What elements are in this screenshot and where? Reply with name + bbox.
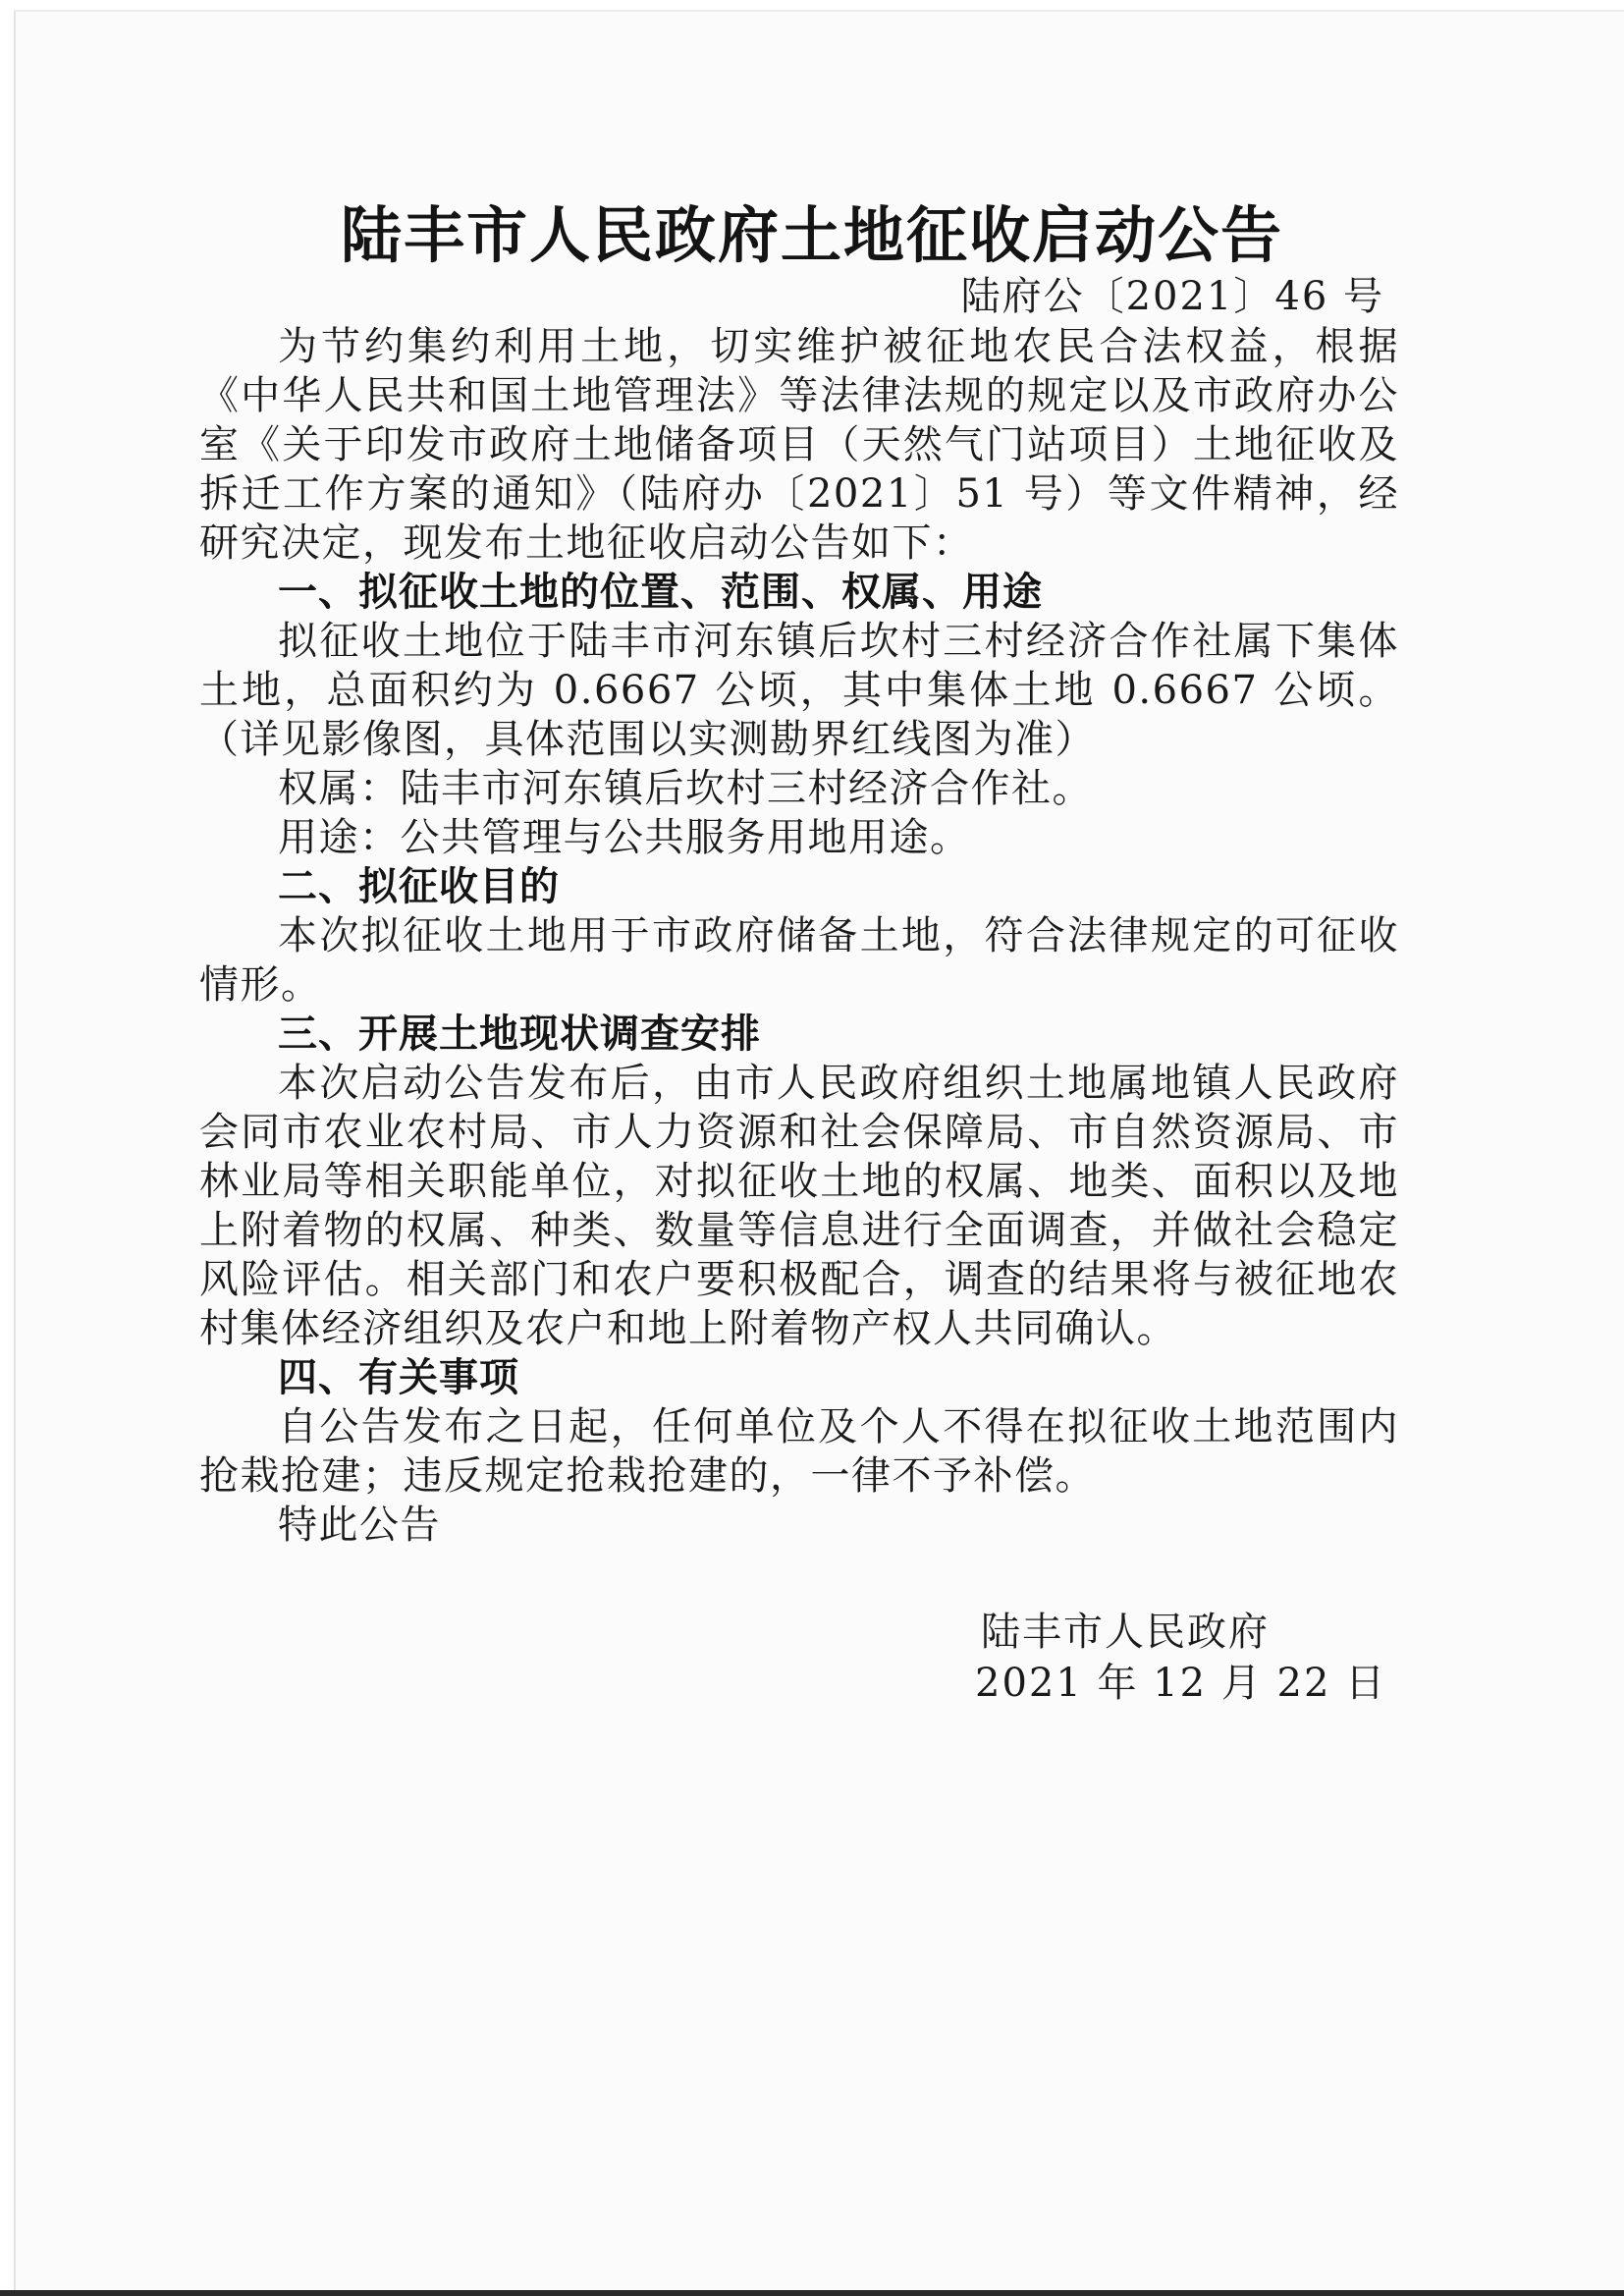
section-4-text: 自公告发布之日起，任何单位及个人不得在拟征收土地范围内抢栽抢建；违反规定抢栽抢建的，一律不予补偿。: [199, 1404, 1399, 1499]
issuing-authority: 陆丰市人民政府: [981, 1610, 1270, 1655]
section-1-heading: 一、拟征收土地的位置、范围、权属、用途: [278, 570, 1043, 615]
section-1-ownership: 权属：陆丰市河东镇后坎村三村经济合作社。: [278, 766, 1093, 811]
section-2-heading: 二、拟征收目的: [278, 864, 560, 909]
document-number: 陆府公〔2021〕46 号: [960, 274, 1384, 319]
section-1-location: 拟征收土地位于陆丰市河东镇后坎村三村经济合作社属下集体土地，总面积约为 0.6667 公顷，其中集体土地 0.6667 公顷。（详见影像图，具体范围以实测勘界红线图为准）: [199, 619, 1399, 762]
section-1-usage: 用途：公共管理与公共服务用地用途。: [278, 815, 971, 860]
issue-date: 2021 年 12 月 22 日: [975, 1661, 1387, 1706]
intro-paragraph: 为节约集约利用土地，切实维护被征地农民合法权益，根据《中华人民共和国土地管理法》等法律法规的规定以及市政府办公室《关于印发市政府土地储备项目（天然气门站项目）土地征收及拆迁工作方案的通知》（陆府办〔2021〕51 号）等文件精神，经研究决定，现发布土地征收启动公告如下：: [199, 324, 1399, 566]
section-2-text: 本次拟征收土地用于市政府储备土地，符合法律规定的可征收情形。: [199, 913, 1399, 1008]
document-body: [199, 322, 1399, 1550]
section-4-heading: 四、有关事项: [278, 1355, 519, 1400]
closing-phrase: 特此公告: [278, 1503, 441, 1548]
signature-block: [975, 1607, 1386, 1709]
scan-bottom-edge: [0, 2290, 1624, 2296]
section-3-heading: 三、开展土地现状调查安排: [278, 1011, 761, 1057]
document-title: 陆丰市人民政府土地征收启动公告: [340, 199, 1283, 271]
section-3-text: 本次启动公告发布后，由市人民政府组织土地属地镇人民政府会同市农业农村局、市人力资源和社会保障局、市自然资源局、市林业局等相关职能单位，对拟征收土地的权属、地类、面积以及地上附着物的权属、种类、数量等信息进行全面调查，并做社会稳定风险评估。相关部门和农户要积极配合，调查的结果将与被征地农村集体经济组织及农户和地上附着物产权人共同确认。: [199, 1061, 1399, 1351]
